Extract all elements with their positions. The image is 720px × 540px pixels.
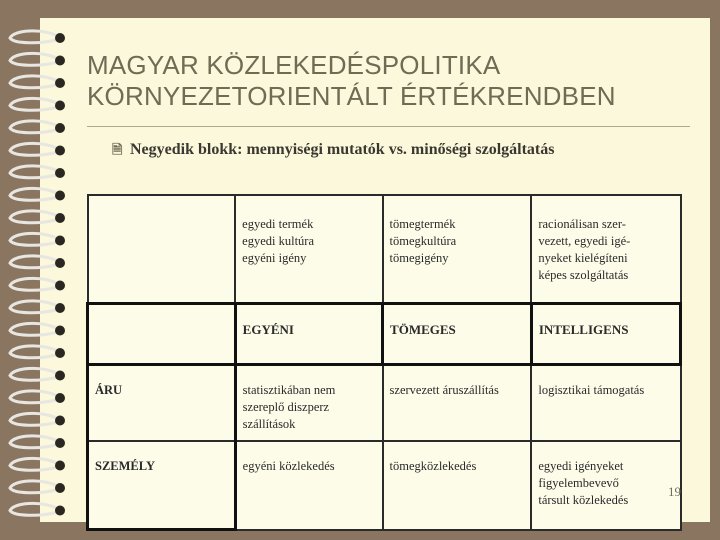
binding-hole [55, 416, 65, 426]
description-row [88, 195, 681, 304]
binding-ring [10, 368, 58, 380]
binding-ring [10, 98, 58, 110]
binding-hole [55, 33, 65, 43]
binding-hole [55, 168, 65, 178]
column-header-intelligens: INTELLIGENS [531, 304, 680, 365]
binding-hole [55, 281, 65, 291]
binding-ring [10, 278, 58, 290]
binding-hole [55, 506, 65, 516]
binding-hole [55, 326, 65, 336]
title-divider [87, 126, 690, 127]
table-row-szemely [88, 441, 681, 530]
binding-hole [55, 483, 65, 493]
binding-ring [10, 233, 58, 245]
binding-ring [10, 166, 58, 178]
binding-hole [55, 123, 65, 133]
notebook-bullet-icon: 🗎 [112, 143, 123, 158]
table-cell: statisztikában nem szereplő diszperz szállítások [235, 365, 382, 442]
table-row-aru [88, 365, 681, 442]
binding-ring [10, 256, 58, 268]
title-line-1: MAGYAR KÖZLEKEDÉSPOLITIKA [87, 50, 501, 80]
description-cell-egyeni: egyedi termék egyedi kultúra egyéni igény [235, 195, 382, 304]
binding-ring [10, 76, 58, 88]
binding-ring [10, 211, 58, 223]
binding-ring [10, 413, 58, 425]
binding-ring [10, 503, 58, 515]
table-corner-cell [88, 195, 236, 304]
table-cell: szervezett áruszállítás [383, 365, 532, 442]
table-cell: tömegközlekedés [383, 441, 532, 530]
description-cell-tomeges: tömegtermék tömegkultúra tömegigény [383, 195, 532, 304]
binding-hole [55, 78, 65, 88]
binding-hole [55, 146, 65, 156]
spiral-binding-rings-icon [0, 22, 80, 522]
binding-hole [55, 213, 65, 223]
table-cell: logisztikai támogatás [531, 365, 680, 442]
binding-ring [10, 31, 58, 43]
binding-ring [10, 481, 58, 493]
slide-title [87, 50, 707, 112]
binding-hole [55, 303, 65, 313]
binding-hole [55, 101, 65, 111]
binding-hole [55, 191, 65, 201]
table-cell: egyéni közlekedés [235, 441, 382, 530]
binding-ring [10, 121, 58, 133]
binding-ring [10, 143, 58, 155]
column-header-corner [88, 304, 236, 365]
table-cell: egyedi igényeket figyelembevevő társult közlekedés [531, 441, 680, 530]
binding-ring [10, 391, 58, 403]
row-header-szemely: SZEMÉLY [88, 441, 236, 530]
binding-hole [55, 56, 65, 66]
binding-ring [10, 301, 58, 313]
description-cell-intelligens: racionálisan szer- vezett, egyedi igé- nyeket kielégíteni képes szolgáltatás [531, 195, 680, 304]
binding-hole [55, 371, 65, 381]
binding-hole [55, 393, 65, 403]
binding-hole [55, 438, 65, 448]
title-line-2: KÖRNYEZETORIENTÁLT ÉRTÉKRENDBEN [87, 81, 616, 111]
column-header-egyeni: EGYÉNI [235, 304, 382, 365]
binding-hole [55, 236, 65, 246]
column-header-row [88, 304, 681, 365]
binding-hole [55, 461, 65, 471]
subtitle [112, 141, 554, 163]
comparison-table [86, 194, 682, 531]
binding-hole [55, 258, 65, 268]
binding-ring [10, 346, 58, 358]
binding-ring [10, 188, 58, 200]
column-header-tomeges: TÖMEGES [383, 304, 532, 365]
binding-hole [55, 348, 65, 358]
binding-ring [10, 458, 58, 470]
page-number: 19 [668, 484, 681, 499]
binding-ring [10, 436, 58, 448]
row-header-aru: ÁRU [88, 365, 236, 442]
subtitle-text: Negyedik blokk: mennyiségi mutatók vs. minőségi szolgáltatás [130, 141, 555, 158]
binding-ring [10, 323, 58, 335]
binding-ring [10, 53, 58, 65]
